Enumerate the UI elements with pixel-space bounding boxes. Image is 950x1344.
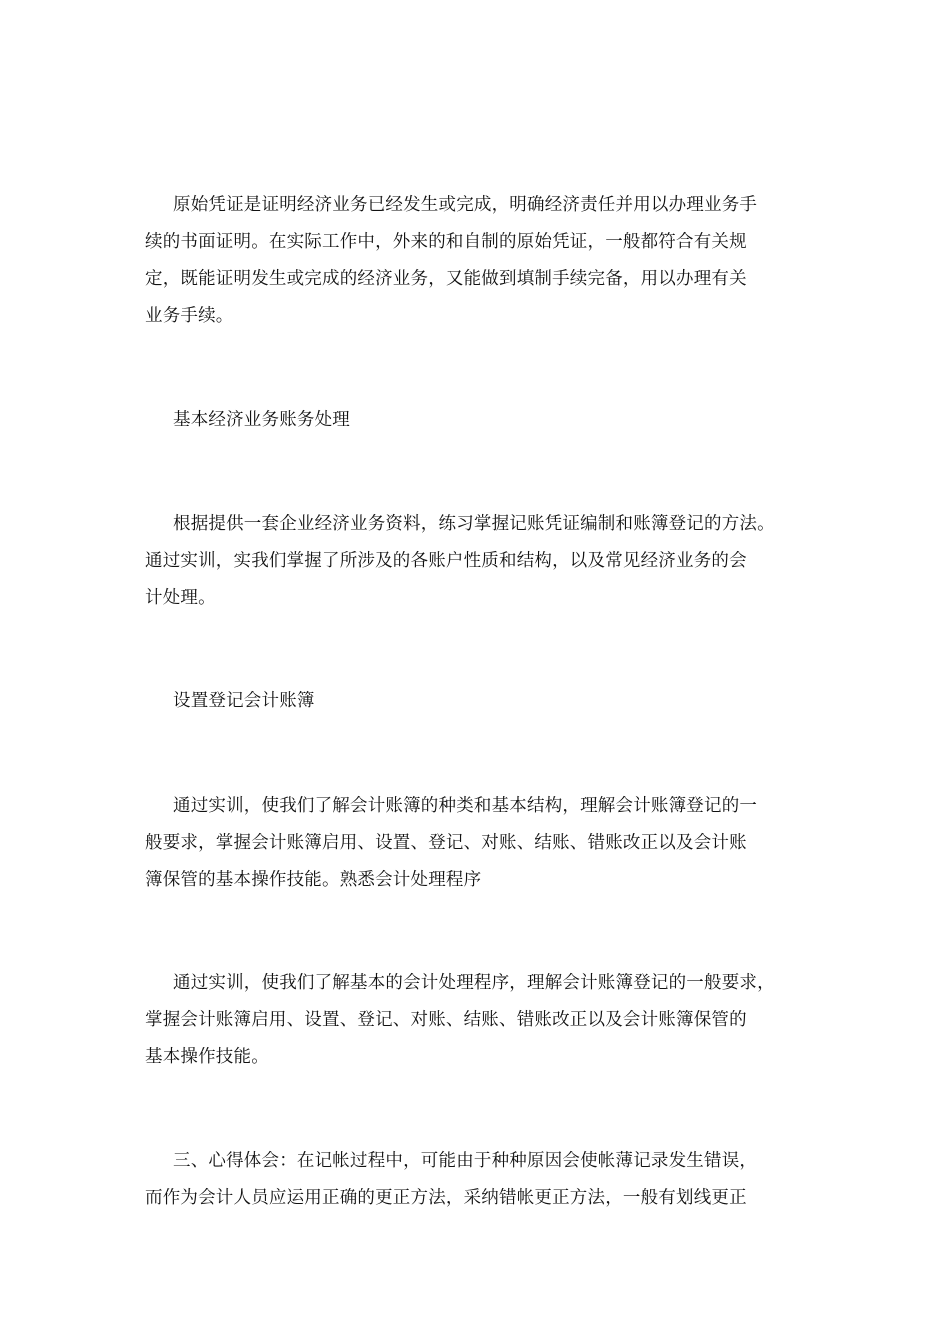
paragraph-line: 根据提供一套企业经济业务资料，练习掌握记账凭证编制和账簿登记的方法。 <box>173 514 775 534</box>
paragraph-line: 三、心得体会：在记帐过程中，可能由于种种原因会使帐薄记录发生错误， <box>173 1151 758 1171</box>
paragraph-original-voucher <box>145 187 825 335</box>
paragraph-line: 计处理。 <box>145 588 216 608</box>
paragraph-line: 簿保管的基本操作技能。熟悉会计处理程序 <box>145 870 482 890</box>
paragraph-account-books <box>145 788 825 899</box>
paragraph-line: 通过实训，实我们掌握了所涉及的各账户性质和结构，以及常见经济业务的会 <box>145 551 747 571</box>
paragraph-line: 基本操作技能。 <box>145 1047 269 1067</box>
section-heading-account-books: 设置登记会计账簿 <box>173 691 315 711</box>
paragraph-reflections <box>145 1143 825 1217</box>
paragraph-line: 通过实训，使我们了解基本的会计处理程序，理解会计账簿登记的一般要求， <box>173 973 775 993</box>
paragraph-line: 原始凭证是证明经济业务已经发生或完成，明确经济责任并用以办理业务手 <box>173 195 758 215</box>
section-heading-basic-bookkeeping: 基本经济业务账务处理 <box>173 410 350 430</box>
paragraph-line: 而作为会计人员应运用正确的更正方法，采纳错帐更正方法，一般有划线更正 <box>145 1188 747 1208</box>
paragraph-line: 通过实训，使我们了解会计账簿的种类和基本结构，理解会计账簿登记的一 <box>173 796 758 816</box>
paragraph-line: 般要求，掌握会计账簿启用、设置、登记、对账、结账、错账改正以及会计账 <box>145 833 747 853</box>
paragraph-accounting-procedure <box>145 965 825 1076</box>
paragraph-line: 业务手续。 <box>145 306 234 326</box>
paragraph-basic-bookkeeping <box>145 506 825 617</box>
paragraph-line: 定，既能证明发生或完成的经济业务，又能做到填制手续完备，用以办理有关 <box>145 269 747 289</box>
paragraph-line: 续的书面证明。在实际工作中，外来的和自制的原始凭证，一般都符合有关规 <box>145 232 747 252</box>
paragraph-line: 掌握会计账簿启用、设置、登记、对账、结账、错账改正以及会计账簿保管的 <box>145 1010 747 1030</box>
